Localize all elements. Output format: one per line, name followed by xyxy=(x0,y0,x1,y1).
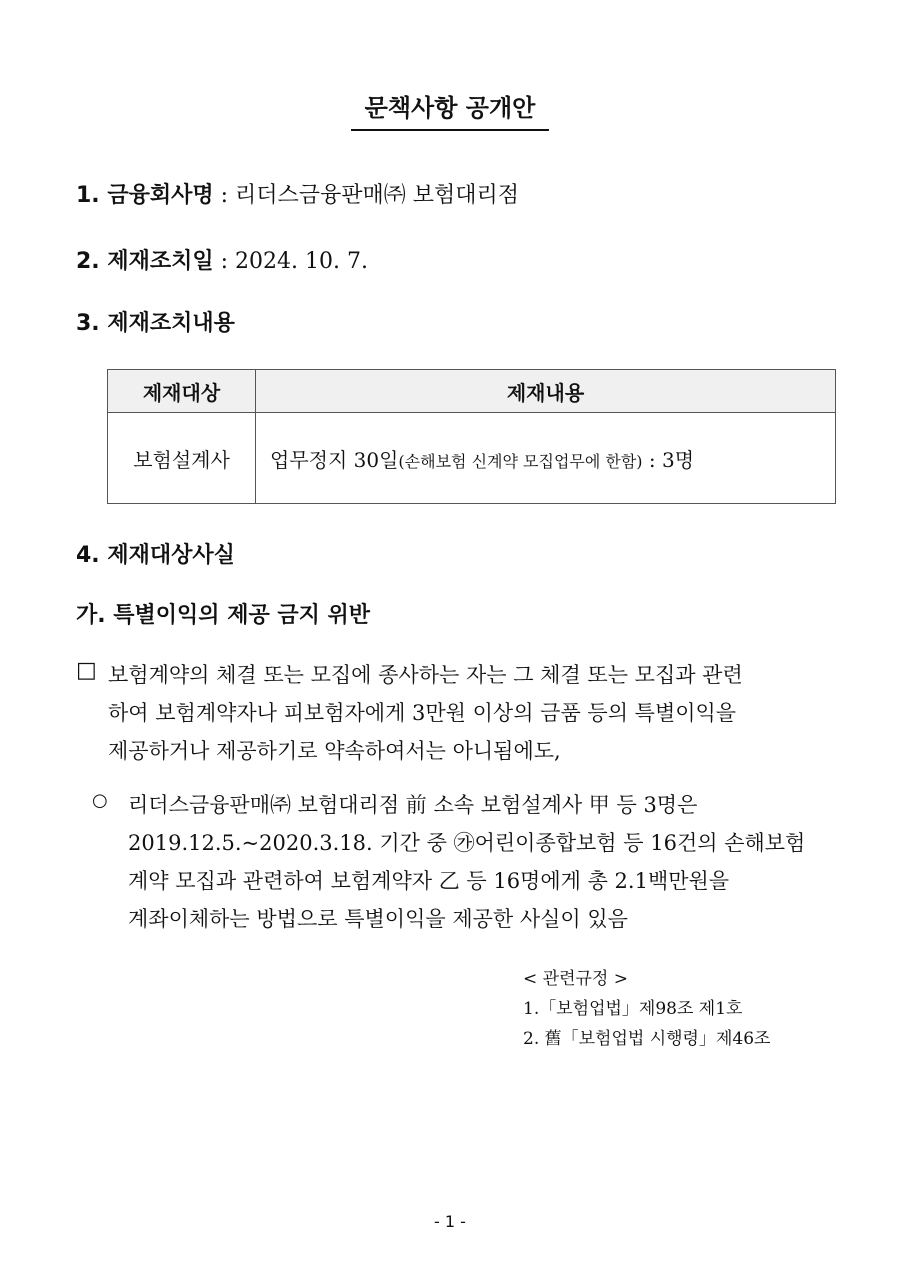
sanction-table xyxy=(107,369,836,504)
section-content-heading: 3. 제재조치내용 xyxy=(76,311,235,336)
header-content: 제재내용 xyxy=(256,370,836,413)
section-date-label: 2. 제재조치일 xyxy=(76,249,214,274)
section-company-label: 1. 금융회사명 xyxy=(76,183,214,208)
box-marker: □ xyxy=(76,658,97,683)
section-facts-heading: 4. 제재대상사실 xyxy=(76,543,235,568)
subsection-heading: 가. 특별이익의 제공 금지 위반 xyxy=(76,603,371,628)
regulations-heading: < 관련규정 > xyxy=(523,969,628,989)
page-number: - 1 - xyxy=(434,1212,466,1231)
cell-target: 보험설계사 xyxy=(108,413,256,504)
circle-marker: ○ xyxy=(92,790,108,811)
box-paragraph: 보험계약의 체결 또는 모집에 종사하는 자는 그 체결 또는 모집과 관련 하여 보험계약자나 피보험자에게 3만원 이상의 금품 등의 특별이익을 제공하거나 제공하기로 약속하여서는 아니됨에도, xyxy=(108,663,743,763)
header-target: 제재대상 xyxy=(108,370,256,413)
related-regulations xyxy=(523,964,770,1054)
section-company: 1. 금융회사명 : 리더스금융판매㈜ 보험대리점 xyxy=(76,183,520,208)
cell-content: 업무정지 30일(손해보험 신계약 모집업무에 한함) : 3명 xyxy=(256,413,836,504)
company-name: 리더스금융판매㈜ 보험대리점 xyxy=(235,183,520,208)
section-date: 2. 제재조치일 : 2024. 10. 7. xyxy=(76,249,368,274)
circle-paragraph: 리더스금융판매㈜ 보험대리점 前 소속 보험설계사 甲 등 3명은 2019.12.5.~2020.3.18. 기간 중 ㉮어린이종합보험 등 16건의 손해보험 계약 모집과 관련하여 보험계약자 乙 등 16명에게 총 2.1백만원을 계좌이체하는 방법으로 특별이익을 제공한 사실이 있음 xyxy=(128,793,806,931)
regulation-item: 2. 舊「보험업법 시행령」제46조 xyxy=(523,1029,771,1049)
regulation-item: 1.「보험업법」제98조 제1호 xyxy=(523,999,743,1019)
page-title: 문책사항 공개안 xyxy=(0,88,900,131)
table-row xyxy=(108,413,836,504)
table-header-row xyxy=(108,370,836,413)
sanction-date: 2024. 10. 7. xyxy=(235,249,368,274)
